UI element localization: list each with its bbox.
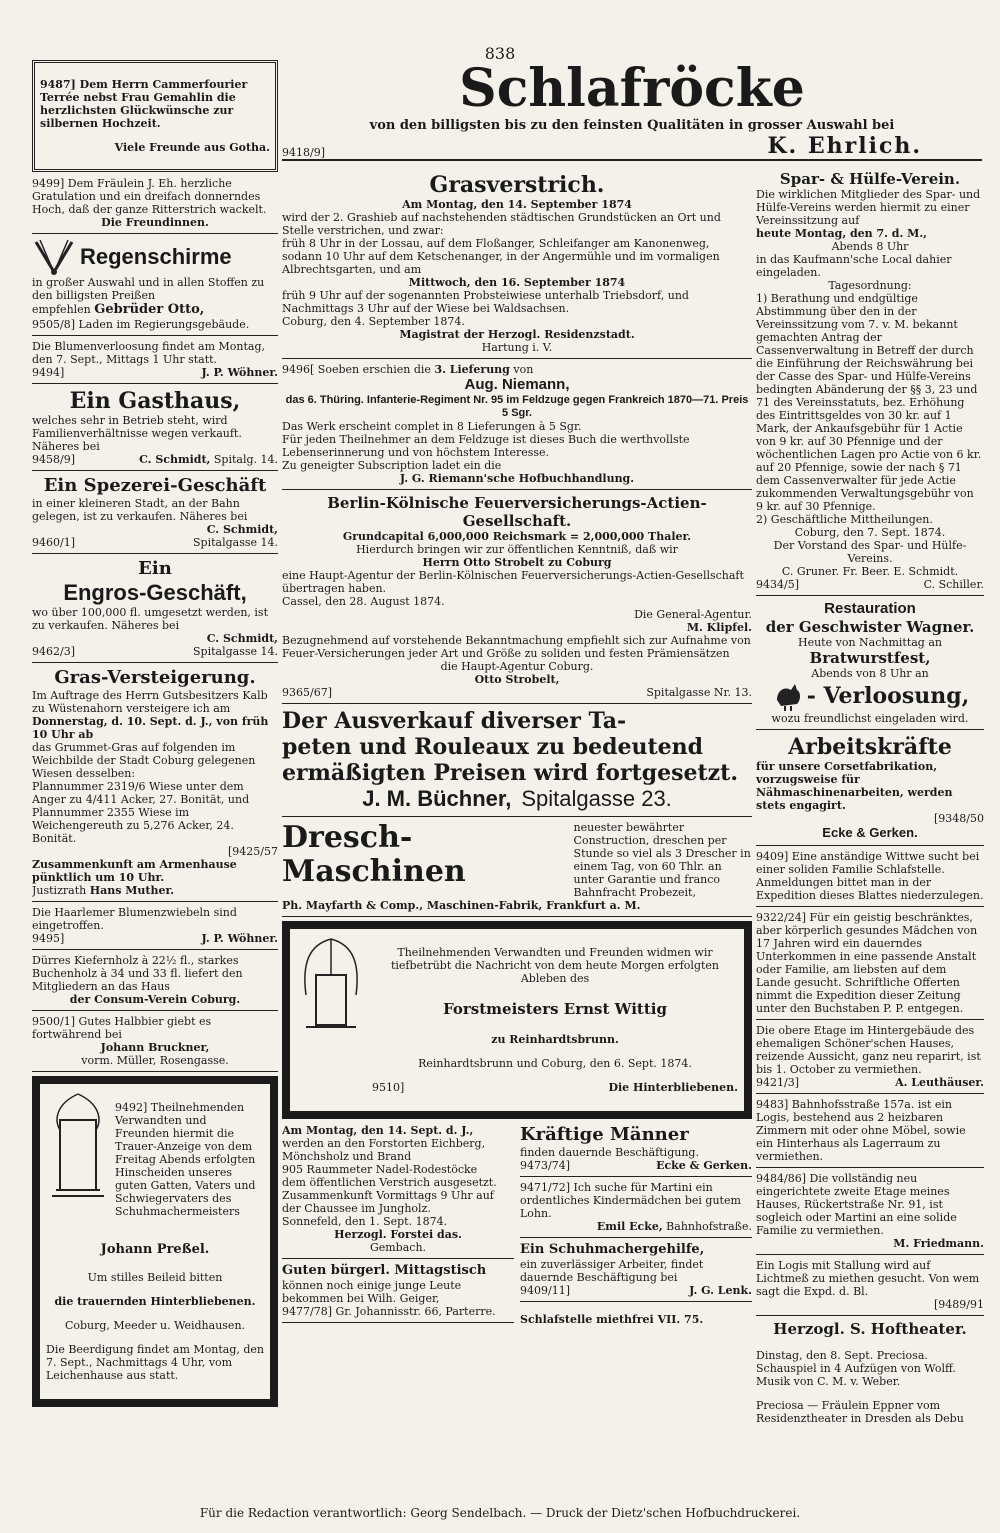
- rooster-icon: [771, 680, 805, 712]
- spar-head: Spar- & Hülfe-Verein.: [779, 170, 961, 188]
- kiefern-text: Dürres Kiefernholz à 22½ fl., starkes Buchenholz à 34 und 33 fl. liefert den Mitgliedern an das Haus: [32, 954, 243, 993]
- trauer-sign: die trauernden Hinterbliebenen.: [54, 1295, 256, 1308]
- trauer-ref: 9492]: [115, 1101, 148, 1114]
- gras-head: Gras-Versteigerung.: [54, 667, 256, 688]
- ad-kindermaedchen: [520, 1181, 752, 1238]
- spar-place: Coburg, den 7. Sept. 1874.: [794, 526, 946, 539]
- forst-date: Am Montag, den 14. Sept. d. J.,: [282, 1124, 474, 1137]
- niemann-ref: 9496[: [282, 363, 315, 376]
- ad-zwiebeln: [32, 906, 278, 950]
- berlin-place: Cassel, den 28. August 1874.: [282, 595, 445, 608]
- grasstrich-sign: Magistrat der Herzogl. Residenzstadt.: [399, 328, 635, 341]
- column-3: [756, 170, 984, 1500]
- berlin-text1: Hierdurch bringen wir zur öffentlichen Kenntniß, daß wir: [356, 543, 678, 556]
- spar-name4: C. Schiller.: [923, 578, 984, 591]
- spar-item2: 2) Geschäftliche Mittheilungen.: [756, 513, 933, 526]
- forst-place: Sonnefeld, den 1. Sept. 1874.: [282, 1215, 448, 1228]
- arbeit-sign: Ecke & Gerken.: [822, 825, 918, 840]
- theater-text2: Preciosa — Fräulein Eppner vom Residenztheater in Dresden als Debu: [756, 1399, 964, 1425]
- halbbier-sign: Johann Bruckner,: [100, 1041, 210, 1054]
- mittag-text: können noch einige junge Leute bekommen bei Wilh. Geiger,: [282, 1279, 462, 1305]
- spar-text1: Die wirklichen Mitglieder des Spar- und Hülfe-Vereins werden hiermit zu einer Vereinssitzung auf: [756, 188, 981, 227]
- berlin-text2: eine Haupt-Agentur der Berlin-Kölnischen Feuerversicherungs-Actien-Gesellschaft übertragen haben.: [282, 569, 744, 595]
- maenner-ref: 9473/74]: [520, 1159, 570, 1172]
- etage-text: Die obere Etage im Hintergebäude des ehemaligen Schöner'schen Hauses, reizende Aussicht, ganz neu reparirt, ist bis 1. October zu vermiethen.: [756, 1024, 981, 1076]
- engros-ref: 9462/3]: [32, 645, 75, 658]
- berlin-ref: 9365/67]: [282, 686, 332, 699]
- berlin-capital: Grundcapital 6,000,000 Reichsmark = 2,000,000 Thaler.: [342, 530, 692, 543]
- restauration-time: Abends von 8 Uhr an: [811, 667, 929, 680]
- blumen-text: Die Blumenverloosung findet am Montag, den 7. Sept., Mittags 1 Uhr statt.: [32, 340, 266, 366]
- blumen-ref: 9494]: [32, 366, 65, 379]
- spar-ref: 9434/5]: [756, 578, 799, 591]
- kinder-ref: 9471/72]: [520, 1181, 570, 1194]
- ad-logis: [756, 1098, 984, 1168]
- ad-obere-etage: [756, 1024, 984, 1094]
- banner-subtitle: von den billigsten bis zu den feinsten Qualitäten in grosser Auswahl bei: [369, 118, 895, 133]
- wittwe-ref: 9409]: [756, 850, 789, 863]
- berlin-agent: Herrn Otto Strobelt zu Coburg: [422, 556, 612, 569]
- regen-ref: 9505/8]: [32, 318, 75, 331]
- gras-meet: Zusammenkunft am Armenhause pünktlich um 10 Uhr.: [32, 858, 237, 884]
- grasstrich-sign2: Hartung i. V.: [481, 341, 553, 354]
- gras-sign-lead: Justizrath: [32, 884, 87, 897]
- buechner-name: J. M. Büchner,: [362, 786, 512, 811]
- ad-gratulation: [32, 177, 278, 234]
- arbeit-text: für unsere Corsetfabrikation, vorzugsweise für Nähmaschinenarbeiten, werden stets engagirt.: [756, 760, 953, 812]
- buechner-line2: peten und Rouleaux zu bedeutend: [282, 734, 703, 760]
- gasthaus-sign: C. Schmidt,: [139, 453, 211, 466]
- wittig-sign: Die Hinterbliebenen.: [608, 1081, 738, 1094]
- trauer-name: Johann Preßel.: [100, 1242, 210, 1257]
- engros-text: wo über 100,000 fl. umgesetzt werden, ist zu verkaufen. Näheres bei: [32, 606, 268, 632]
- niemann-sign: J. G. Riemann'sche Hofbuchhandlung.: [399, 472, 635, 485]
- forst-sign2: Gembach.: [369, 1241, 427, 1254]
- spar-text2: in das Kaufmann'sche Local dahier eingeladen.: [756, 253, 952, 279]
- ad-engros: [32, 558, 278, 663]
- ad-friedmann: [756, 1172, 984, 1255]
- restauration-text: Heute von Nachmittag an: [798, 636, 942, 649]
- kinder-loc: Bahnhofstraße.: [666, 1220, 752, 1233]
- engros-loc: Spitalgasse 14.: [193, 645, 278, 658]
- grasstrich-place: Coburg, den 4. September 1874.: [282, 315, 465, 328]
- gasthaus-ref: 9458/9]: [32, 453, 75, 466]
- spar-date: heute Montag, den 7. d. M.,: [756, 227, 927, 240]
- niemann-name: Aug. Niemann,: [464, 376, 570, 393]
- spezerei-head: Ein Spezerei-Geschäft: [43, 475, 267, 496]
- buechner-line1: Der Ausverkauf diverser Ta-: [282, 708, 627, 734]
- ad-grasverstrich: [282, 172, 752, 359]
- stall-text: Ein Logis mit Stallung wird auf Lichtmeß zu miethen gesucht. Von wem sagt die Expd. d. Bl.: [756, 1259, 980, 1298]
- ad-stallung: [756, 1259, 984, 1316]
- gasthaus-text: welches sehr in Betrieb steht, wird Familienverhältnisse wegen verkauft.: [32, 414, 242, 440]
- stall-ref: [9489/91: [934, 1298, 984, 1311]
- spar-time: Abends 8 Uhr: [831, 240, 909, 253]
- ad-schlafstelle: [520, 1313, 752, 1326]
- schuh-head: Ein Schuhmachergehilfe,: [520, 1242, 705, 1257]
- gras-text1: Im Auftrage des Herrn Gutsbesitzers Kalb zu Wüstenahorn versteigere ich am: [32, 689, 268, 715]
- mittag-head: Guten bürgerl. Mittagstisch: [282, 1263, 487, 1278]
- wittig-name: Forstmeisters Ernst Wittig: [443, 1000, 667, 1018]
- dresch-firm: Ph. Mayfarth & Comp., Maschinen-Fabrik, Frankfurt a. M.: [282, 899, 641, 912]
- regen-firm: Gebrüder Otto,: [94, 302, 205, 317]
- ad-dreschmaschinen: [282, 821, 752, 917]
- gras-sign: Hans Muther.: [89, 884, 175, 897]
- ad-mittagstisch: [282, 1263, 514, 1323]
- logis-ref: 9483]: [756, 1098, 789, 1111]
- friedmann-ref: 9484/86]: [756, 1172, 806, 1185]
- etage-sign: A. Leuthäuser.: [895, 1076, 984, 1089]
- banner-ref: 9418/9]: [282, 146, 325, 159]
- arbeit-ref: [9348/50: [934, 812, 984, 825]
- niemann-text3: Für jeden Theilnehmer an dem Feldzuge ist dieses Buch die werthvollste Lebenserinnerung und von höchstem Interesse.: [282, 433, 690, 459]
- spar-names: C. Gruner. Fr. Beer. E. Schmidt.: [781, 565, 959, 578]
- gras-text2: das Grummet-Gras auf folgenden im Weichbilde der Stadt Coburg gelegenen Wiesen desselben:: [32, 741, 256, 780]
- bottom-ads-grid: [282, 1124, 752, 1337]
- footer-imprint: Für die Redaction verantwortlich: Georg Sendelbach. — Druck der Dietz'schen Hofbuchdruckerei.: [199, 1506, 801, 1520]
- ad-trauer-wittig: [282, 921, 752, 1119]
- zwiebeln-ref: 9495]: [32, 932, 65, 945]
- ad-spar-verein: [756, 170, 984, 596]
- schlafroecke-banner: [282, 60, 982, 168]
- column-1: [32, 60, 278, 1500]
- gras-ref: [9425/57: [228, 845, 278, 858]
- ad-maenner: [520, 1124, 752, 1177]
- ad-niemann: [282, 363, 752, 490]
- ad-arbeitskraefte: [756, 734, 984, 846]
- halbbier-text: 9500/1] Gutes Halbbier giebt es fortwährend bei: [32, 1015, 212, 1041]
- grasstrich-date1: Am Montag, den 14. September 1874: [402, 198, 632, 211]
- cammer-sign: Viele Freunde aus Gotha.: [114, 141, 270, 154]
- engros-head1: Ein: [138, 558, 172, 579]
- forst-meet: Zusammenkunft Vormittags 9 Uhr auf der Chaussee im Jungholz.: [282, 1189, 494, 1215]
- restauration-head: Restauration: [824, 600, 916, 617]
- maenner-text: finden dauernde Beschäftigung.: [520, 1146, 699, 1159]
- page-number: 838: [484, 44, 516, 63]
- ad-forst: [282, 1124, 514, 1259]
- theater-head: Herzogl. S. Hoftheater.: [773, 1320, 967, 1338]
- spezerei-sign: C. Schmidt,: [206, 523, 278, 536]
- berlin-sign: Die General-Agentur.: [634, 608, 752, 621]
- gras-item1: Plannummer 2319/6 Wiese unter dem Anger zu 4/411 Acker, 27. Bonität, und: [32, 780, 250, 806]
- gasthaus-loc: Spitalg. 14.: [213, 453, 278, 466]
- ad-trauer-pressel: [32, 1076, 278, 1407]
- trauer-text3: Die Beerdigung findet am Montag, den 7. Sept., Nachmittags 4 Uhr, vom Leichenhause aus statt.: [46, 1343, 265, 1382]
- wittwe-text: Eine anständige Wittwe sucht bei einer soliden Familie Schlafstelle. Anmeldungen bittet man in der Expedition dieses Blattes niederzulegen.: [756, 850, 984, 902]
- ad-halbbier: [32, 1015, 278, 1072]
- wittig-text1: Theilnehmenden Verwandten und Freunden widmen wir tiefbetrübt die Nachricht von dem heute Morgen erfolgten Ableben des: [390, 946, 720, 985]
- buechner-line3: ermäßigten Preisen wird fortgesetzt.: [282, 760, 738, 786]
- restauration-invite: wozu freundlichst eingeladen wird.: [771, 712, 969, 725]
- ad-kiefernholz: [32, 954, 278, 1011]
- etage-ref: 9421/3]: [756, 1076, 799, 1089]
- dresch-text: neuester bewährter Construction, dreschen per Stunde so viel als 3 Drescher in einem Tag, von 60 Thlr. an unter Garantie und franco Bahnfracht Probezeit,: [573, 821, 751, 899]
- spar-sign: Der Vorstand des Spar- und Hülfe-Vereins.: [773, 539, 967, 565]
- kinder-text: Ich suche für Martini ein ordentliches Kindermädchen bei gutem Lohn.: [520, 1181, 741, 1220]
- schuh-ref: 9409/11]: [520, 1284, 570, 1297]
- wittig-loc: zu Reinhardtsbrunn.: [491, 1033, 619, 1046]
- berlin-name: Otto Strobelt,: [474, 673, 560, 686]
- friedmann-sign: M. Friedmann.: [893, 1237, 984, 1250]
- niemann-text4: Zu geneigter Subscription ladet ein die: [282, 459, 502, 472]
- trauer-place: Coburg, Meeder u. Weidhausen.: [64, 1319, 246, 1332]
- spezerei-text: in einer kleineren Stadt, an der Bahn gelegen, ist zu verkaufen. Näheres bei: [32, 497, 248, 523]
- arbeit-head: Arbeitskräfte: [788, 734, 952, 760]
- gras-date: Donnerstag, d. 10. Sept. d. J., von früh 10 Uhr ab: [32, 715, 269, 741]
- restauration-verl: - Verloosung,: [806, 683, 970, 709]
- ad-hoftheater: [756, 1320, 984, 1425]
- ad-schuhmacher: [520, 1242, 752, 1302]
- mittag-loc: Gr. Johannisstr. 66, Parterre.: [335, 1305, 496, 1318]
- zwiebeln-sign: J. P. Wöhner.: [201, 932, 278, 945]
- spezerei-loc: Spitalgasse 14.: [193, 536, 278, 549]
- ad-restauration: [756, 600, 984, 730]
- ad-gras-versteigerung: [32, 667, 278, 902]
- trauer-text: Theilnehmenden Verwandten und Freunden hiermit die Trauer-Anzeige von dem Freitag Abends erfolgten Hinscheiden unseres guten Gatten, Vaters und Schwiegervaters des Schuhmachermeisters: [115, 1101, 256, 1218]
- logis-text: Bahnhofsstraße 157a. ist ein Logis, bestehend aus 2 heizbaren Zimmern mit oder ohne Möbel, sowie ein Hinterhaus als Lagerraum zu vermiethen.: [756, 1098, 966, 1163]
- niemann-lief: 3. Lieferung: [434, 363, 510, 376]
- forst-text3: dem öffentlichen Verstrich ausgesetzt.: [282, 1176, 497, 1189]
- restauration-fest: Bratwurstfest,: [809, 649, 931, 667]
- ad-spezerei: [32, 475, 278, 554]
- niemann-text2: Das Werk erscheint complet in 8 Lieferungen à 5 Sgr.: [282, 420, 582, 433]
- gras-item2: Plannummer 2355 Wiese im Weichengereuth zu 5,276 Acker, 24. Bonität.: [32, 806, 234, 845]
- trauer-text2: Um stilles Beileid bitten: [87, 1271, 223, 1284]
- blumen-sign: J. P. Wöhner.: [201, 366, 278, 379]
- regen-lead: empfehlen: [32, 303, 91, 316]
- grasstrich-date2: Mittwoch, den 16. September 1874: [408, 276, 626, 289]
- kiefern-sign: der Consum-Verein Coburg.: [69, 993, 241, 1006]
- cammer-text: 9487] Dem Herrn Cammerfourier Terrée nebst Frau Gemahlin die herzlichsten Glückwünsche zur silbernen Hochzeit.: [40, 78, 248, 130]
- niemann-text1: Soeben erschien die: [317, 363, 431, 376]
- schuh-sign: J. G. Lenk.: [689, 1284, 752, 1297]
- niemann-von: von: [513, 363, 534, 376]
- banner-firm: K. Ehrlich.: [767, 133, 922, 159]
- wittig-place: Reinhardtsbrunn und Coburg, den 6. Sept. 1874.: [418, 1057, 692, 1070]
- grasstrich-text1: wird der 2. Grashieb auf nachstehenden städtischen Grundstücken an Ort und Stelle verstrichen, und zwar:: [282, 211, 721, 237]
- theater-text: Dinstag, den 8. Sept. Preciosa. Schauspiel in 4 Aufzügen von Wolff. Musik von C. M. v. Weber.: [756, 1349, 956, 1388]
- grasstrich-text3: früh 9 Uhr auf der sogenannten Probsteiwiese unterhalb Triebsdorf, und Nachmittags 3 Uhr auf der Wiese bei Waldsachsen.: [282, 289, 689, 315]
- ad-cammer: [32, 60, 278, 172]
- niemann-work: das 6. Thüring. Infanterie-Regiment Nr. 95 im Feldzuge gegen Frankreich 1870—71. Preis 5 Sgr.: [285, 394, 749, 419]
- regen-text: in großer Auswahl und in allen Stoffen zu den billigsten Preißen: [32, 276, 265, 302]
- ad-buechner: [282, 708, 752, 817]
- spar-agenda: Tagesordnung:: [828, 279, 912, 292]
- engros-head2: Engros-Geschäft,: [63, 580, 247, 605]
- berlin-head2: Gesellschaft.: [462, 512, 572, 530]
- maenner-head: Kräftige Männer: [520, 1124, 689, 1145]
- weeping-willow-icon: [296, 935, 366, 1035]
- berlin-loc: Spitalgasse Nr. 13.: [646, 686, 752, 699]
- restauration-head2: der Geschwister Wagner.: [765, 618, 975, 636]
- column-2: [282, 172, 752, 1500]
- gratulation-text: 9499] Dem Fräulein J. Eh. herzliche Gratulation und ein dreifach donnerndes Hoch, daß der ganze Ritterstrich wackelt.: [32, 177, 267, 216]
- schuh-text: ein zuverlässiger Arbeiter, findet dauernde Beschäftigung bei: [520, 1258, 704, 1284]
- maedchen-ref: 9322/24]: [756, 911, 806, 924]
- berlin-agency: die Haupt-Agentur Coburg.: [440, 660, 594, 673]
- wittig-ref: 9510]: [372, 1081, 405, 1094]
- friedmann-text: Die vollständig neu eingerichtete zweite Etage meines Hauses, Rückertstraße Nr. 91, ist sogleich oder Martini an eine solide Familie zu vermiethen.: [756, 1172, 957, 1237]
- ad-berlin-koelnische: [282, 494, 752, 704]
- grasstrich-text2: früh 8 Uhr in der Lossau, auf dem Floßanger, Schleifanger am Kanonenweg, sodann 10 Uhr auf dem Ketschenanger, in der Angermühle und im vormaligen Albrechtsgarten, und am: [282, 237, 720, 276]
- ad-gasthaus: [32, 388, 278, 471]
- ad-maedchen-unterkommen: [756, 911, 984, 1020]
- forst-sign: Herzogl. Forstei das.: [334, 1228, 462, 1241]
- engros-sign: C. Schmidt,: [206, 632, 278, 645]
- gravestone-icon: [46, 1090, 110, 1200]
- regen-loc: Laden im Regierungsgebäude.: [78, 318, 250, 331]
- grasstrich-head: Grasverstrich.: [429, 172, 605, 198]
- maenner-sign: Ecke & Gerken.: [656, 1159, 752, 1172]
- mittag-ref: 9477/78]: [282, 1305, 332, 1318]
- banner-title: Schlafröcke: [459, 58, 805, 119]
- halbbier-sign2: vorm. Müller, Rosengasse.: [81, 1054, 229, 1067]
- spezerei-ref: 9460/1]: [32, 536, 75, 549]
- berlin-sign2: M. Klipfel.: [686, 621, 752, 634]
- regen-head: Regenschirme: [80, 244, 232, 269]
- schlaf-text: Schlafstelle miethfrei VII. 75.: [520, 1313, 704, 1326]
- forst-text1: werden an den Forstorten Eichberg, Mönchsholz und Brand: [282, 1137, 486, 1163]
- dresch-head: Dresch-Maschinen: [282, 820, 466, 889]
- zwiebeln-text: Die Haarlemer Blumenzwiebeln sind eingetroffen.: [32, 906, 237, 932]
- spar-item1: 1) Berathung und endgültige Abstimmung über den in der Vereinssitzung vom 7. v. M. bekannt gemachten Antrag der Cassenverwaltung in Betreff der durch die Einführung der Reichswährung bei der Casse des Spar- und Hülfe-Vereins bedingten Abänderung der §§ 3, 23 und 71 des Vereinsstatuts, bez. Erhöhung des Eintrittsgeldes von 30 kr. auf 1 Mark, der Ankaufsgebühr für 1 Actie von 9 kr. auf 30 Pfennige und der wöchentlichen Lagen pro Actie von 6 kr. auf 20 Pfennige, sowie der nach § 71 dem Cassenverwalter für jede Actie zukommenden Verwaltungsgebühr von 9 kr. auf 30 Pfennige.: [756, 292, 982, 513]
- forst-text2: 905 Raummeter Nadel-Rodestöcke: [282, 1163, 478, 1176]
- berlin-head1: Berlin-Kölnische Feuerversicherungs-Actien-: [327, 494, 707, 512]
- gratulation-sign: Die Freundinnen.: [101, 216, 209, 229]
- gasthaus-head: Ein Gasthaus,: [69, 388, 241, 414]
- ad-blumen: [32, 340, 278, 384]
- maedchen-text: Für ein geistig beschränktes, aber körperlich gesundes Mädchen von 17 Jahren wird ein dauerndes Unterkommen in eine passende Anstalt oder Familie, am liebsten auf dem Lande gesucht. Schriftliche Offerten nimmt die Expedition dieser Zeitung unter den Buchstaben P. P. entgegen.: [756, 911, 978, 1015]
- ad-wittwe: [756, 850, 984, 907]
- gasthaus-more: Näheres bei: [32, 440, 100, 453]
- ad-regenschirme: [32, 238, 278, 336]
- kinder-sign: Emil Ecke,: [596, 1220, 663, 1233]
- umbrella-icon: [32, 238, 76, 276]
- berlin-text3: Bezugnehmend auf vorstehende Bekanntmachung empfiehlt sich zur Aufnahme von Feuer-Versicherungen jeder Art und Größe zu soliden und festen Prämiensätzen: [282, 634, 751, 660]
- buechner-loc: Spitalgasse 23.: [521, 786, 672, 811]
